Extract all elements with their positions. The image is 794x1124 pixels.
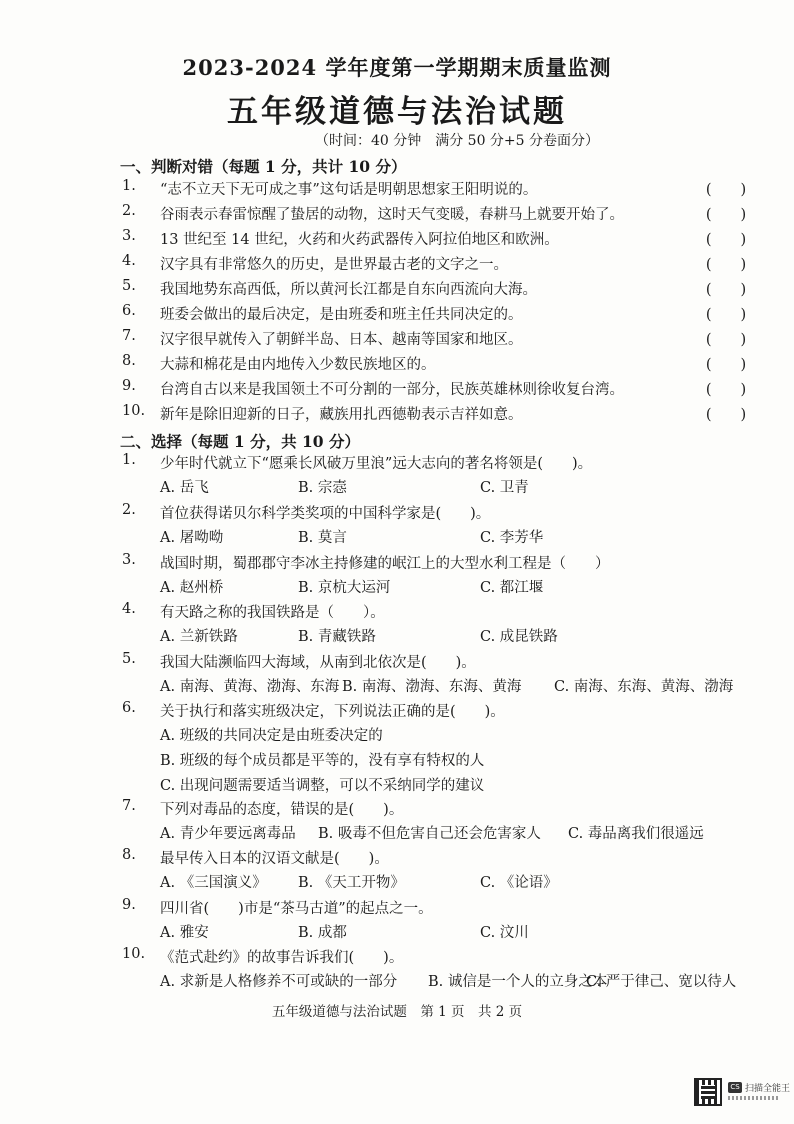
answer-option[interactable]: A. 青少年要远离毒品 <box>160 826 296 842</box>
true-false-item <box>0 328 794 352</box>
answer-option[interactable]: B. 京杭大运河 <box>298 580 391 596</box>
answer-option[interactable]: B. 成都 <box>298 925 347 941</box>
scanner-watermark <box>694 1078 791 1112</box>
answer-option[interactable]: A. 岳飞 <box>160 480 209 496</box>
answer-blank[interactable]: ( ) <box>705 257 747 273</box>
question-item <box>0 651 794 675</box>
answer-option[interactable]: C. 《论语》 <box>480 875 558 891</box>
camscanner-logo: CS <box>728 1082 742 1093</box>
answer-blank[interactable]: ( ) <box>705 332 747 348</box>
answer-option[interactable]: C. 严于律己、宽以待人 <box>586 974 737 990</box>
answer-blank[interactable]: ( ) <box>705 207 747 223</box>
answer-options-row <box>160 576 750 598</box>
question-text: 我国大陆濒临四大海域，从南到北依次是( )。 <box>160 655 476 671</box>
answer-option[interactable]: B. 《天工开物》 <box>298 875 405 891</box>
true-false-item <box>0 278 794 302</box>
question-item <box>0 502 794 526</box>
answer-blank[interactable]: ( ) <box>705 407 747 423</box>
question-number: 1. <box>122 452 136 468</box>
true-false-item <box>0 378 794 402</box>
item-text: 新年是除旧迎新的日子，藏族用扎西德勒表示吉祥如意。 <box>160 407 523 423</box>
answer-blank[interactable]: ( ) <box>705 282 747 298</box>
answer-option[interactable]: C. 毒品离我们很遥远 <box>568 826 704 842</box>
answer-option[interactable]: C. 李芳华 <box>480 530 544 546</box>
answer-options-row <box>160 970 750 992</box>
exam-info: （时间：40 分钟 满分 50 分+5 分卷面分） <box>314 133 600 149</box>
question-item <box>0 452 794 476</box>
item-number: 3. <box>122 228 136 244</box>
answer-options-row <box>160 526 750 548</box>
question-item <box>0 798 794 822</box>
item-number: 4. <box>122 253 136 269</box>
question-number: 6. <box>122 700 136 716</box>
item-text: 13 世纪至 14 世纪，火药和火药武器传入阿拉伯地区和欧洲。 <box>160 232 559 248</box>
item-number: 5. <box>122 278 136 294</box>
item-number: 8. <box>122 353 136 369</box>
answer-option[interactable]: C. 都江堰 <box>480 580 544 596</box>
answer-options-row <box>160 871 750 893</box>
question-text: 最早传入日本的汉语文献是( )。 <box>160 851 389 867</box>
question-item <box>0 700 794 724</box>
question-text: 关于执行和落实班级决定，下列说法正确的是( )。 <box>160 704 505 720</box>
answer-option[interactable]: A. 赵州桥 <box>160 580 224 596</box>
true-false-item <box>0 178 794 202</box>
question-number: 7. <box>122 798 136 814</box>
answer-option[interactable]: B. 南海、渤海、东海、黄海 <box>342 679 522 695</box>
answer-option[interactable]: B. 宗悫 <box>298 480 347 496</box>
question-item <box>0 601 794 625</box>
answer-option[interactable]: C. 卫青 <box>480 480 529 496</box>
question-number: 8. <box>122 847 136 863</box>
question-text: 下列对毒品的态度，错误的是( )。 <box>160 802 404 818</box>
question-text: 少年时代就立下“愿乘长风破万里浪”远大志向的著名将领是( )。 <box>160 456 593 472</box>
question-text: 战国时期，蜀郡郡守李冰主持修建的岷江上的大型水利工程是（ ） <box>160 556 610 572</box>
answer-option[interactable]: A. 《三国演义》 <box>160 875 267 891</box>
answer-blank[interactable]: ( ) <box>705 182 747 198</box>
exam-term-title: 2023-2024 学年度第一学期期末质量监测 <box>182 55 612 80</box>
item-number: 1. <box>122 178 136 194</box>
answer-blank[interactable]: ( ) <box>705 307 747 323</box>
answer-option[interactable]: C. 成昆铁路 <box>480 629 558 645</box>
true-false-item <box>0 403 794 427</box>
answer-option[interactable]: A. 南海、黄海、渤海、东海 <box>160 679 340 695</box>
question-number: 3. <box>122 552 136 568</box>
item-text: 台湾自古以来是我国领土不可分割的一部分，民族英雄林则徐收复台湾。 <box>160 382 624 398</box>
answer-option[interactable]: B. 吸毒不但危害自己还会危害家人 <box>318 826 541 842</box>
item-text: 我国地势东高西低，所以黄河长江都是自东向西流向大海。 <box>160 282 537 298</box>
answer-option[interactable]: B. 青藏铁路 <box>298 629 376 645</box>
answer-blank[interactable]: ( ) <box>705 232 747 248</box>
question-item <box>0 847 794 871</box>
section2-heading: 二、选择（每题 1 分，共 10 分） <box>120 432 360 451</box>
true-false-item <box>0 203 794 227</box>
answer-option[interactable]: C. 出现问题需要适当调整，可以不采纳同学的建议 <box>160 778 485 794</box>
item-text: 谷雨表示春雷惊醒了蛰居的动物，这时天气变暖，春耕马上就要开始了。 <box>160 207 624 223</box>
camscanner-name: 扫描全能王 <box>745 1084 791 1094</box>
item-number: 2. <box>122 203 136 219</box>
answer-option[interactable]: A. 屠呦呦 <box>160 530 224 546</box>
question-text: 四川省( )市是“茶马古道”的起点之一。 <box>160 901 433 917</box>
item-number: 7. <box>122 328 136 344</box>
exam-title: 五年级道德与法治试题 <box>227 94 567 130</box>
item-number: 6. <box>122 303 136 319</box>
question-number: 5. <box>122 651 136 667</box>
page-footer: 五年级道德与法治试题 第 1 页 共 2 页 <box>271 1004 523 1020</box>
camscanner-subtext <box>728 1096 780 1100</box>
question-text: 首位获得诺贝尔科学类奖项的中国科学家是( )。 <box>160 506 491 522</box>
item-number: 10. <box>122 403 146 419</box>
question-item <box>0 552 794 576</box>
answer-option[interactable]: B. 班级的每个成员都是平等的，没有享有特权的人 <box>160 753 485 769</box>
answer-option[interactable]: A. 兰新铁路 <box>160 629 238 645</box>
answer-options-row <box>160 822 750 844</box>
question-item <box>0 946 794 970</box>
item-text: 班委会做出的最后决定，是由班委和班主任共同决定的。 <box>160 307 523 323</box>
item-text: 汉字具有非常悠久的历史，是世界最古老的文字之一。 <box>160 257 508 273</box>
question-item <box>0 897 794 921</box>
item-text: 大蒜和棉花是由内地传入少数民族地区的。 <box>160 357 436 373</box>
answer-option[interactable]: B. 诚信是一个人的立身之本 <box>428 974 608 990</box>
true-false-item <box>0 253 794 277</box>
true-false-item <box>0 303 794 327</box>
answer-blank[interactable]: ( ) <box>705 357 747 373</box>
question-number: 10. <box>122 946 146 962</box>
question-number: 4. <box>122 601 136 617</box>
question-number: 2. <box>122 502 136 518</box>
answer-option[interactable]: B. 莫言 <box>298 530 347 546</box>
question-number: 9. <box>122 897 136 913</box>
section1-heading: 一、判断对错（每题 1 分，共计 10 分） <box>120 157 407 176</box>
answer-option[interactable]: A. 求新是人格修养不可或缺的一部分 <box>160 974 398 990</box>
answer-options-row <box>160 921 750 943</box>
question-text: 《范式赴约》的故事告诉我们( )。 <box>160 950 404 966</box>
answer-options-row <box>160 625 750 647</box>
answer-option[interactable]: C. 南海、东海、黄海、渤海 <box>554 679 734 695</box>
answer-blank[interactable]: ( ) <box>705 382 747 398</box>
true-false-item <box>0 228 794 252</box>
true-false-item <box>0 353 794 377</box>
answer-options-row <box>160 476 750 498</box>
answer-options-row <box>160 675 750 697</box>
item-text: 汉字很早就传入了朝鲜半岛、日本、越南等国家和地区。 <box>160 332 523 348</box>
item-number: 9. <box>122 378 136 394</box>
answer-option[interactable]: A. 班级的共同决定是由班委决定的 <box>160 728 383 744</box>
answer-option[interactable]: A. 雅安 <box>160 925 209 941</box>
item-text: “志不立天下无可成之事”这句话是明朝思想家王阳明说的。 <box>160 182 538 198</box>
answer-option[interactable]: C. 汶川 <box>480 925 529 941</box>
qr-code-icon <box>694 1078 722 1106</box>
question-text: 有天路之称的我国铁路是（ ）。 <box>160 605 385 621</box>
